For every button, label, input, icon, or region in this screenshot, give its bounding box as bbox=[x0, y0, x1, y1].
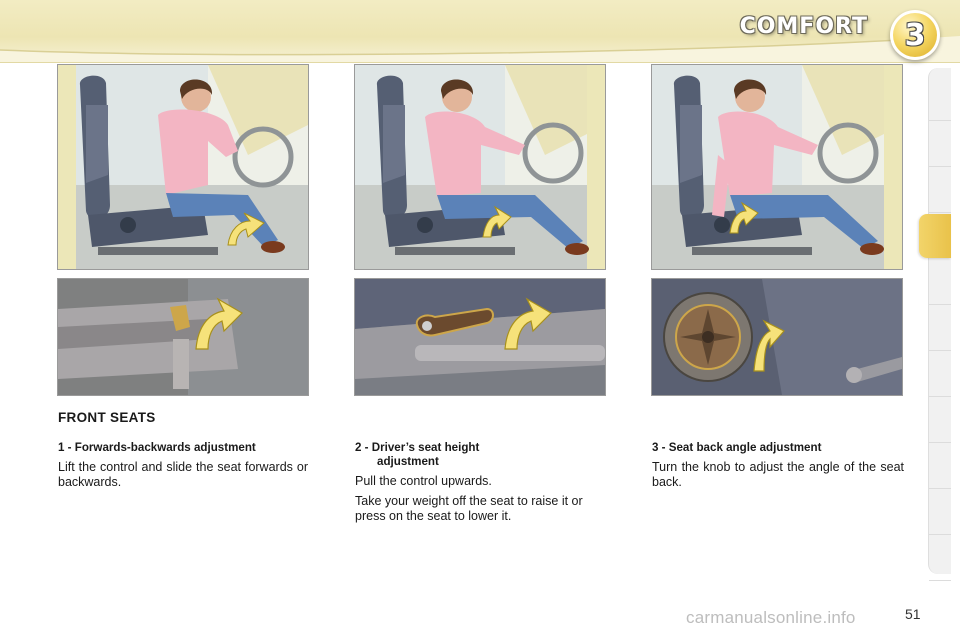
page-number: 51 bbox=[905, 606, 921, 622]
instruction-paragraph: Pull the control upwards. bbox=[355, 474, 492, 489]
seat-driver-drawing-3 bbox=[652, 65, 902, 269]
detail-forwards-backwards-lever bbox=[57, 278, 309, 396]
instruction-column-2 bbox=[355, 441, 605, 528]
lever-detail-drawing-2 bbox=[355, 279, 605, 395]
page-header bbox=[0, 0, 960, 63]
chapter-tab-5[interactable] bbox=[929, 260, 951, 305]
lever-detail-drawing-1 bbox=[58, 279, 308, 395]
heading-text: 1 - Forwards-backwards adjustment bbox=[58, 441, 256, 454]
chapter-number-badge bbox=[890, 10, 940, 60]
instruction-paragraph: Turn the knob to adjust the angle of the seat back. bbox=[652, 460, 904, 490]
chapter-tab-9[interactable] bbox=[929, 444, 951, 489]
illustration-seat-back-angle bbox=[651, 64, 903, 270]
instruction-heading bbox=[355, 441, 605, 469]
knob-detail-drawing bbox=[652, 279, 902, 395]
instruction-heading bbox=[58, 441, 308, 455]
illustration-forwards-backwards-seat bbox=[57, 64, 309, 270]
detail-seat-back-knob bbox=[651, 278, 903, 396]
instruction-column-1 bbox=[58, 441, 308, 495]
heading-text-continued: adjustment bbox=[377, 455, 439, 469]
instruction-heading bbox=[652, 441, 904, 455]
chapter-tab-11[interactable] bbox=[929, 536, 951, 581]
chapter-tab-strip bbox=[928, 68, 951, 574]
header-swoosh-decoration bbox=[0, 36, 960, 62]
chapter-number: 3 bbox=[904, 17, 926, 53]
instruction-paragraph: Lift the control and slide the seat forwards or backwards. bbox=[58, 460, 308, 490]
chapter-tab-8[interactable] bbox=[929, 398, 951, 443]
heading-text: 3 - Seat back angle adjustment bbox=[652, 441, 822, 454]
chapter-title: COMFORT bbox=[739, 14, 868, 39]
watermark: carmanualsonline.info bbox=[686, 608, 856, 627]
section-title: FRONT SEATS bbox=[58, 410, 156, 425]
seat-driver-drawing-1 bbox=[58, 65, 308, 269]
detail-height-lever bbox=[354, 278, 606, 396]
heading-text: 2 - Driver’s seat height bbox=[355, 441, 480, 454]
chapter-tab-3[interactable] bbox=[929, 168, 951, 213]
chapter-tab-2[interactable] bbox=[929, 122, 951, 167]
illustration-seat-height bbox=[354, 64, 606, 270]
instruction-paragraph: Take your weight off the seat to raise it or press on the seat to lower it. bbox=[355, 493, 583, 523]
chapter-tab-4[interactable] bbox=[919, 214, 951, 258]
chapter-tab-7[interactable] bbox=[929, 352, 951, 397]
seat-driver-drawing-2 bbox=[355, 65, 605, 269]
chapter-tab-1[interactable] bbox=[929, 76, 951, 121]
chapter-tab-10[interactable] bbox=[929, 490, 951, 535]
instruction-column-3 bbox=[652, 441, 904, 495]
chapter-tab-6[interactable] bbox=[929, 306, 951, 351]
